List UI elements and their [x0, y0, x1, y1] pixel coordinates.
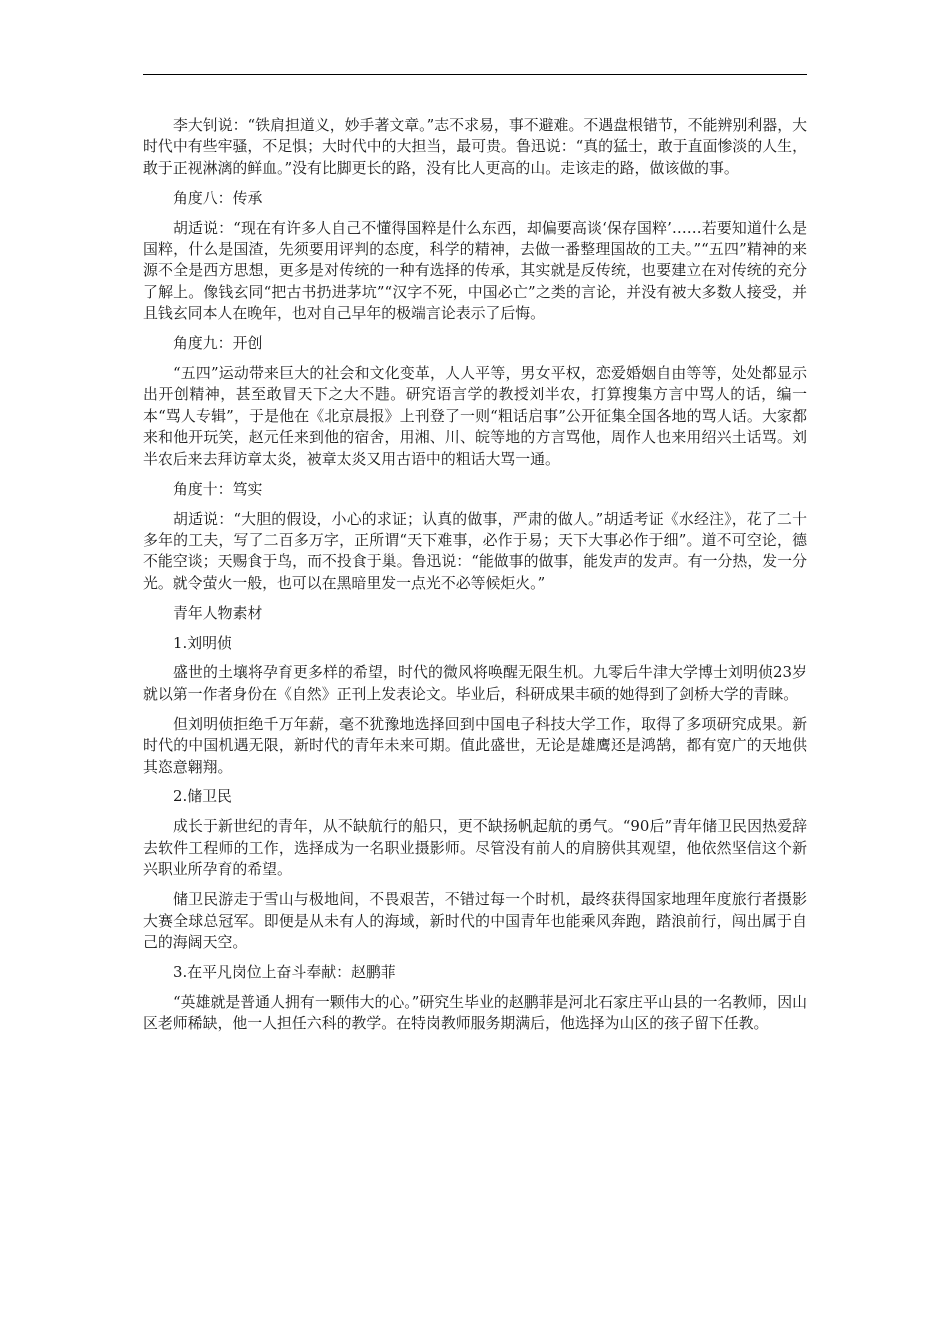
heading-angle-eight: 角度八：传承	[173, 188, 263, 207]
heading-liu-mingzhen: 1.刘明侦	[173, 633, 232, 652]
paragraph-chu-weimin-2: 储卫民游走于雪山与极地间，不畏艰苦，不错过每一个时机，最终获得国家地理年度旅行者摄影大赛全球总冠军。即便是从未有人的海域，新时代的中国青年也能乘风奔跑，踏浪前行，闯出属于自己的海阔天空。	[143, 890, 807, 951]
heading-zhao-pengfei: 3.在平凡岗位上奋斗奉献：赵鹏菲	[173, 962, 396, 981]
heading-youth-materials: 青年人物素材	[173, 603, 263, 622]
paragraph-may-fourth-pioneering: “五四”运动带来巨大的社会和文化变革，人人平等，男女平权，恋爱婚姻自由等等，处处都显示出开创精神，甚至敢冒天下之大不韪。研究语言学的教授刘半农，打算搜集方言中骂人的话，编一本“骂人专辑”，于是他在《北京晨报》上刊登了一则“粗话启事”公开征集全国各地的骂人话。大家都来和他开玩笑，赵元任来到他的宿舍，用湘、川、皖等地的方言骂他，周作人也来用绍兴土话骂。刘半农后来去拜访章太炎，被章太炎又用古语中的粗话大骂一通。	[143, 364, 807, 468]
paragraph-li-dazhao: 李大钊说：“铁肩担道义，妙手著文章。”志不求易，事不避难。不遇盘根错节，不能辨别利器，大时代中有些牢骚，不足惧；大时代中的大担当，最可贵。鲁迅说：“真的猛士，敢于直面惨淡的人生，敢于正视淋漓的鲜血。”没有比脚更长的路，没有比人更高的山。走该走的路，做该做的事。	[143, 116, 807, 177]
paragraph-hu-shi-heritage: 胡适说：“现在有许多人自己不懂得国粹是什么东西，却偏要高谈‘保存国粹’……若要知道什么是国粹，什么是国渣，先须要用评判的态度，科学的精神，去做一番整理国故的工夫。”“五四”精神的来源不全是西方思想，更多是对传统的一种有选择的传承，其实就是反传统，也要建立在对传统的充分了解上。像钱玄同“把古书扔进茅坑”“汉字不死，中国必亡”之类的言论，并没有被大多数人接受，并且钱玄同本人在晚年，也对自己早年的极端言论表示了后悔。	[143, 218, 807, 323]
paragraph-chu-weimin-1: 成长于新世纪的青年，从不缺航行的船只，更不缺扬帆起航的勇气。“90后”青年储卫民因热爱辞去软件工程师的工作，选择成为一名职业摄影师。尽管没有前人的肩膀供其观望，他依然坚信这个新兴职业所孕育的希望。	[143, 817, 807, 879]
heading-angle-nine: 角度九：开创	[173, 334, 263, 353]
paragraph-liu-mingzhen-1: 盛世的土壤将孕育更多样的希望，时代的微风将唤醒无限生机。九零后牛津大学博士刘明侦23岁就以第一作者身份在《自然》正刊上发表论文。毕业后，科研成果丰硕的她得到了剑桥大学的青睐。	[143, 663, 807, 703]
document-body	[143, 115, 807, 1043]
paragraph-hu-shi-diligence: 胡适说：“大胆的假设，小心的求证；认真的做事，严肃的做人。”胡适考证《水经注》，花了二十多年的工夫，写了二百多万字，正所谓“天下难事，必作于易；天下大事必作于细”。道不可空论，德不能空谈；天赐食于鸟，而不投食于巢。鲁迅说：“能做事的做事，能发声的发声。有一分热，发一分光。就令萤火一般，也可以在黑暗里发一点光不必等候炬火。”	[143, 509, 807, 592]
header-rule	[143, 74, 807, 75]
paragraph-liu-mingzhen-2: 但刘明侦拒绝千万年薪，毫不犹豫地选择回到中国电子科技大学工作，取得了多项研究成果。新时代的中国机遇无限，新时代的青年未来可期。值此盛世，无论是雄鹰还是鸿鹄，都有宽广的天地供其恣意翱翔。	[143, 714, 807, 776]
heading-angle-ten: 角度十：笃实	[173, 479, 263, 498]
paragraph-zhao-pengfei: “英雄就是普通人拥有一颗伟大的心。”研究生毕业的赵鹏菲是河北石家庄平山县的一名教师，因山区老师稀缺，他一人担任六科的教学。在特岗教师服务期满后，他选择为山区的孩子留下任教。	[143, 992, 807, 1033]
heading-chu-weimin: 2.储卫民	[173, 787, 232, 806]
